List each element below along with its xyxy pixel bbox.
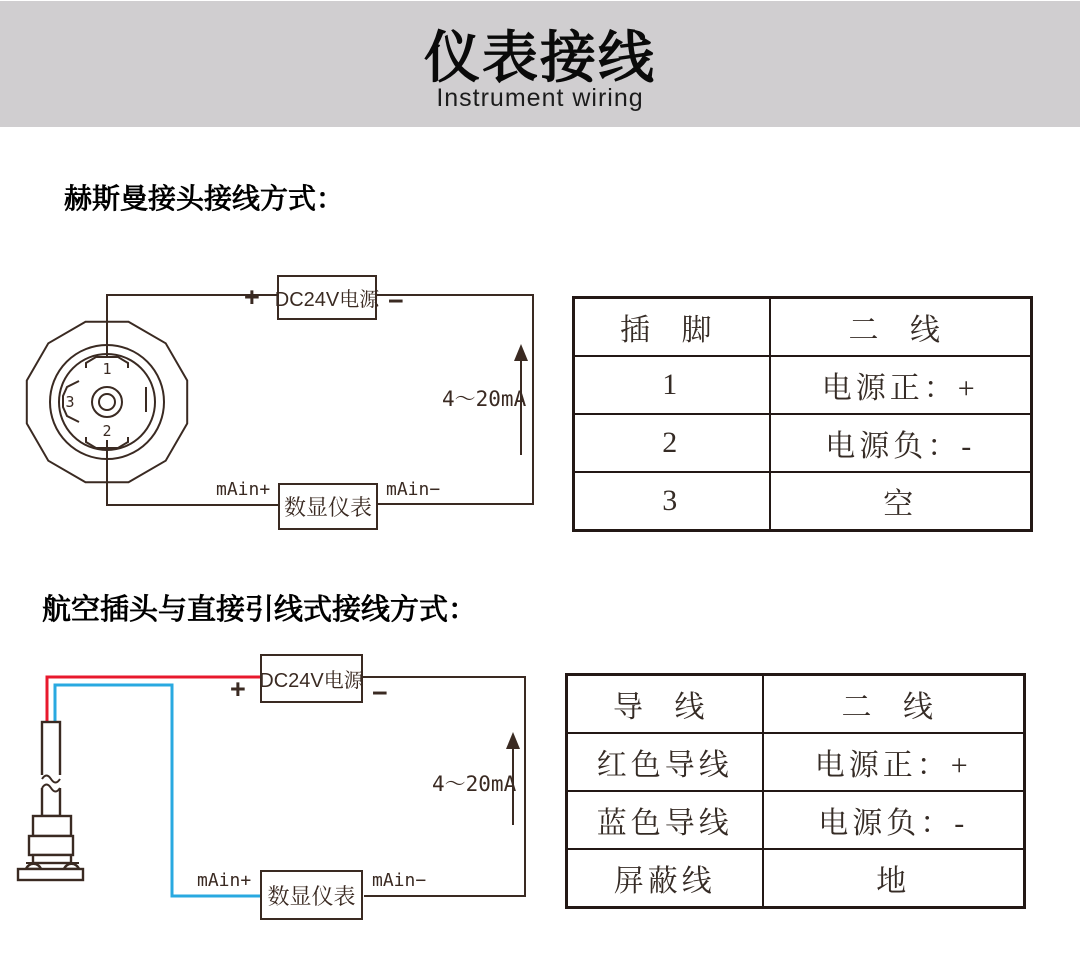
- table-row: [574, 414, 1032, 472]
- table-cell: 蓝色导线: [567, 791, 763, 849]
- probe-step: [33, 855, 71, 863]
- current-arrow-head-2: [506, 732, 520, 749]
- probe-break-wave-2: [42, 785, 60, 792]
- sensor-probe: [18, 722, 83, 880]
- table-cell: 电源负：-: [763, 791, 1025, 849]
- table-row: [574, 298, 1032, 357]
- main-minus-label-2: mAin−: [372, 870, 427, 891]
- connector-body-dodecagon: [27, 322, 187, 482]
- pin3-bracket: [63, 381, 79, 422]
- page-subtitle: Instrument wiring: [436, 83, 644, 112]
- table-cell: 电源正：+: [770, 356, 1032, 414]
- probe-break-wave-1: [42, 776, 60, 783]
- table-header-wire: 二 线: [763, 675, 1025, 734]
- power-supply-box-2: DC24V电源: [260, 654, 363, 703]
- main-minus-label-1: mAin−: [386, 479, 441, 500]
- table-row: [574, 472, 1032, 531]
- table-cell: 2: [574, 414, 770, 472]
- probe-block-1: [33, 816, 71, 836]
- page-title: 仪表接线: [424, 25, 656, 89]
- main-plus-label-2: mAin+: [197, 870, 252, 891]
- table-cell: 电源正：+: [763, 733, 1025, 791]
- pin1-bracket: [86, 357, 128, 368]
- pin2-number: 2: [102, 422, 112, 440]
- pin2-bracket: [86, 437, 128, 448]
- probe-foot-left: [26, 864, 41, 869]
- pin1-number: 1: [102, 360, 112, 378]
- minus-label-1: −: [388, 286, 404, 316]
- pin-assignment-table: [572, 296, 1033, 532]
- connector-center-inner: [99, 394, 115, 410]
- meter-box-1: 数显仪表: [278, 483, 378, 530]
- table-row: [567, 675, 1025, 734]
- table-cell: 空: [770, 472, 1032, 531]
- table-row: [574, 356, 1032, 414]
- table-header-pin: 插 脚: [574, 298, 770, 357]
- plus-label-1: +: [244, 282, 260, 312]
- probe-break-gap: [40, 775, 62, 788]
- table-row: [567, 849, 1025, 908]
- table-cell: 屏蔽线: [567, 849, 763, 908]
- blue-lead-wire: [55, 685, 260, 896]
- lead-wire-table: [565, 673, 1026, 909]
- probe-foot-right: [64, 864, 79, 869]
- section1-heading: 赫斯曼接头接线方式：: [64, 183, 345, 214]
- meter-box-2: 数显仪表: [260, 870, 363, 920]
- power-supply-box-1: DC24V电源: [277, 275, 377, 320]
- red-lead-wire: [47, 674, 260, 723]
- table-cell: 电源负：-: [770, 414, 1032, 472]
- current-range-label-2: 4～20mA: [432, 772, 517, 796]
- main-plus-label-1: mAin+: [216, 479, 271, 500]
- probe-base-plate: [18, 869, 83, 880]
- table-cell: 红色导线: [567, 733, 763, 791]
- table-row: [567, 733, 1025, 791]
- table-header-wire: 二 线: [770, 298, 1032, 357]
- title-banner: [0, 1, 1080, 127]
- minus-label-2: −: [372, 678, 388, 708]
- table-cell: 地: [763, 849, 1025, 908]
- current-range-label-1: 4～20mA: [442, 387, 527, 411]
- current-arrow-head: [514, 344, 528, 361]
- connector-inner-ring: [59, 354, 155, 450]
- plus-label-2: +: [230, 674, 246, 704]
- table-cell: 1: [574, 356, 770, 414]
- connector-outer-ring: [50, 345, 164, 459]
- table-cell: 3: [574, 472, 770, 531]
- probe-cylinder: [42, 722, 60, 816]
- table-header-lead: 导 线: [567, 675, 763, 734]
- section2-heading: 航空插头与直接引线式接线方式：: [42, 594, 478, 626]
- probe-block-2: [29, 836, 73, 855]
- pin3-number: 3: [65, 393, 75, 411]
- connector-center-outer: [92, 387, 122, 417]
- table-row: [567, 791, 1025, 849]
